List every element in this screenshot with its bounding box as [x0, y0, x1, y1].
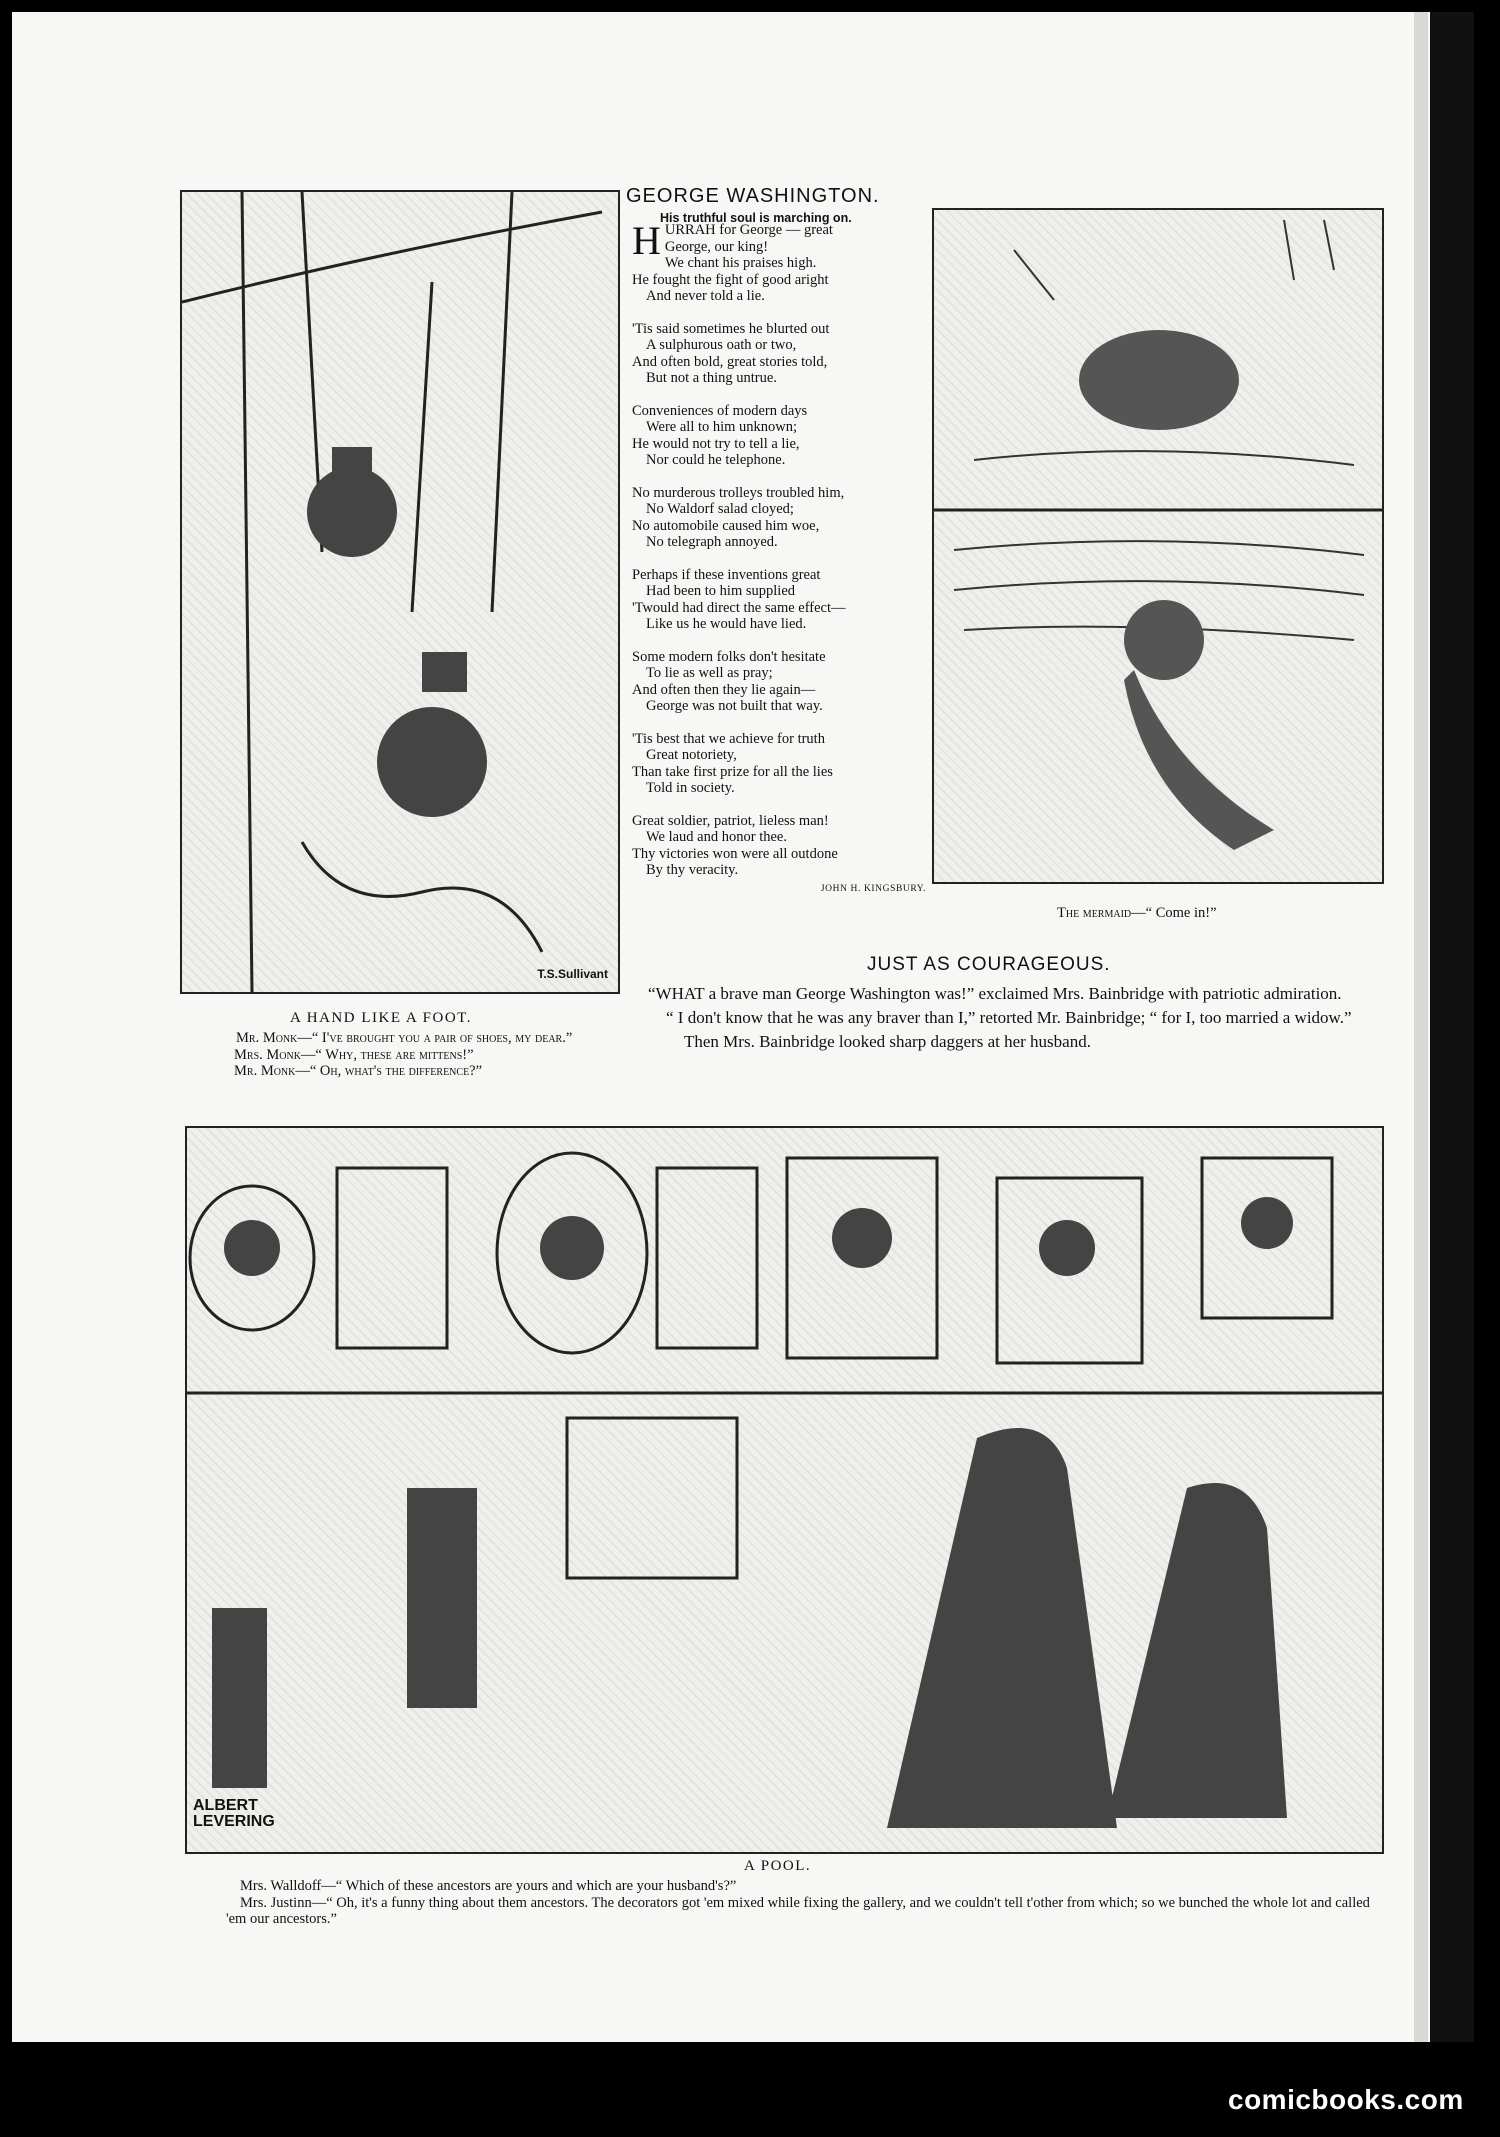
- dialogue-line: Mr. Monk—“ I've brought you a pair of shoes, my dear.”: [236, 1030, 573, 1046]
- poem-stanza: [632, 485, 932, 551]
- mermaid-scene-sketch: [934, 210, 1382, 882]
- monkey-scene-sketch: [182, 192, 618, 992]
- poem-author: JOHN H. KINGSBURY.: [820, 883, 926, 894]
- poem-line: Perhaps if these inventions great: [632, 566, 821, 583]
- poem-line: No telegraph annoyed.: [646, 534, 778, 550]
- poem-line: Had been to him supplied: [646, 583, 796, 599]
- dialogue-line: Mrs. Walldoff—“ Which of these ancestors are yours and which are your husband's?”: [240, 1878, 737, 1894]
- site-watermark: comicbooks.com: [1228, 2084, 1464, 2115]
- dialogue-line: Mr. Monk—“ Oh, what's the difference?”: [234, 1063, 483, 1079]
- poem-line: And often then they lie again—: [632, 681, 816, 698]
- poem-line: 'Tis best that we achieve for truth: [632, 730, 825, 747]
- poem-line: And never told a lie.: [646, 288, 765, 304]
- poem-line: Great soldier, patriot, lieless man!: [632, 812, 829, 829]
- poem-line: To lie as well as pray;: [646, 665, 773, 681]
- poem-line: Conveniences of modern days: [632, 402, 808, 419]
- book-spine: [1430, 12, 1474, 2042]
- ancestors-signature: [193, 1798, 275, 1830]
- monkey-cartoon-dialogue: [216, 1030, 601, 1080]
- poem-line: Were all to him unknown;: [646, 419, 798, 435]
- magazine-page: [12, 12, 1474, 2042]
- mermaid-caption: [1057, 905, 1217, 922]
- poem-drop-cap: H: [632, 218, 661, 263]
- poem-line: He would not try to tell a lie,: [632, 435, 800, 452]
- mermaid-caption-speaker: The mermaid: [1057, 905, 1132, 921]
- poem-line: Some modern folks don't hesitate: [632, 648, 826, 665]
- poem-line: No murderous trolleys troubled him,: [632, 484, 845, 501]
- poem-line: We chant his praises high.: [664, 255, 817, 271]
- poem-stanza: [632, 649, 932, 715]
- poem-line: Nor could he telephone.: [646, 452, 786, 468]
- story-paragraph: “ I don't know that he was any braver than I,” retorted Mr. Bainbridge; “ for I, too married a widow.”: [666, 1008, 1352, 1027]
- poem-line: A sulphurous oath or two,: [646, 337, 797, 353]
- poem-line: No Waldorf salad cloyed;: [646, 501, 794, 517]
- poem-line: George was not built that way.: [646, 698, 823, 714]
- poem-line: Thy victories won were all outdone: [632, 845, 838, 862]
- story-paragraph: “WHAT a brave man George Washington was!” exclaimed Mrs. Bainbridge with patriotic admiration.: [648, 984, 1342, 1003]
- poem-line: No automobile caused him woe,: [632, 517, 820, 534]
- gallery-scene-sketch: [187, 1128, 1382, 1852]
- poem-line: We laud and honor thee.: [646, 829, 787, 845]
- poem-line: Than take first prize for all the lies: [632, 763, 833, 780]
- page-edge: [1414, 12, 1428, 2042]
- story-body: [648, 982, 1363, 1054]
- signature-last-name: LEVERING: [193, 1813, 275, 1830]
- mermaid-caption-quote: —“ Come in!”: [1131, 905, 1217, 921]
- poem-line: 'Tis said sometimes he blurted out: [632, 320, 830, 337]
- signature-first-name: ALBERT: [193, 1797, 258, 1814]
- poem-stanza: [632, 813, 932, 879]
- dialogue-line: Mrs. Justinn—“ Oh, it's a funny thing about them ancestors. The decorators got 'em mixed while fixing the gallery, and we couldn't tell t'other from which; so we bunched the whole lot and called 'em our ancestors.”: [226, 1894, 1370, 1927]
- poem-line: Told in society.: [646, 780, 735, 796]
- poem-line: Like us he would have lied.: [646, 616, 807, 632]
- poem-line: He fought the fight of good aright: [632, 271, 829, 288]
- story-paragraph: Then Mrs. Bainbridge looked sharp daggers at her husband.: [684, 1032, 1091, 1051]
- poem-line: But not a thing untrue.: [646, 370, 777, 386]
- poem-line: Great notoriety,: [646, 747, 737, 763]
- poem-line: 'Twould had direct the same effect—: [632, 599, 846, 616]
- monkey-cartoon-signature: T.S.Sullivant: [537, 967, 608, 981]
- dialogue-line: Mrs. Monk—“ Why, these are mittens!”: [234, 1046, 474, 1063]
- story-title: JUST AS COURAGEOUS.: [867, 954, 1111, 975]
- poem-title: GEORGE WASHINGTON.: [626, 185, 880, 207]
- poem-stanza: [632, 731, 932, 797]
- ancestors-gallery-illustration: [185, 1126, 1384, 1854]
- poem-subtitle: His truthful soul is marching on.: [660, 211, 852, 225]
- monkey-cartoon-title: A HAND LIKE A FOOT.: [290, 1010, 472, 1026]
- mermaid-cartoon-illustration: [932, 208, 1384, 884]
- ancestors-title: A POOL.: [744, 1858, 812, 1874]
- poem-line: And often bold, great stories told,: [632, 353, 828, 370]
- poem-stanza: [632, 567, 932, 633]
- poem-stanza: [632, 403, 932, 469]
- poem-line: URRAH for George — great: [664, 222, 833, 238]
- poem-line: By thy veracity.: [646, 862, 739, 878]
- poem-line: George, our king!: [664, 238, 769, 255]
- monkey-cartoon-illustration: [180, 190, 620, 994]
- ancestors-dialogue: [226, 1878, 1386, 1928]
- poem-stanza: [632, 321, 932, 387]
